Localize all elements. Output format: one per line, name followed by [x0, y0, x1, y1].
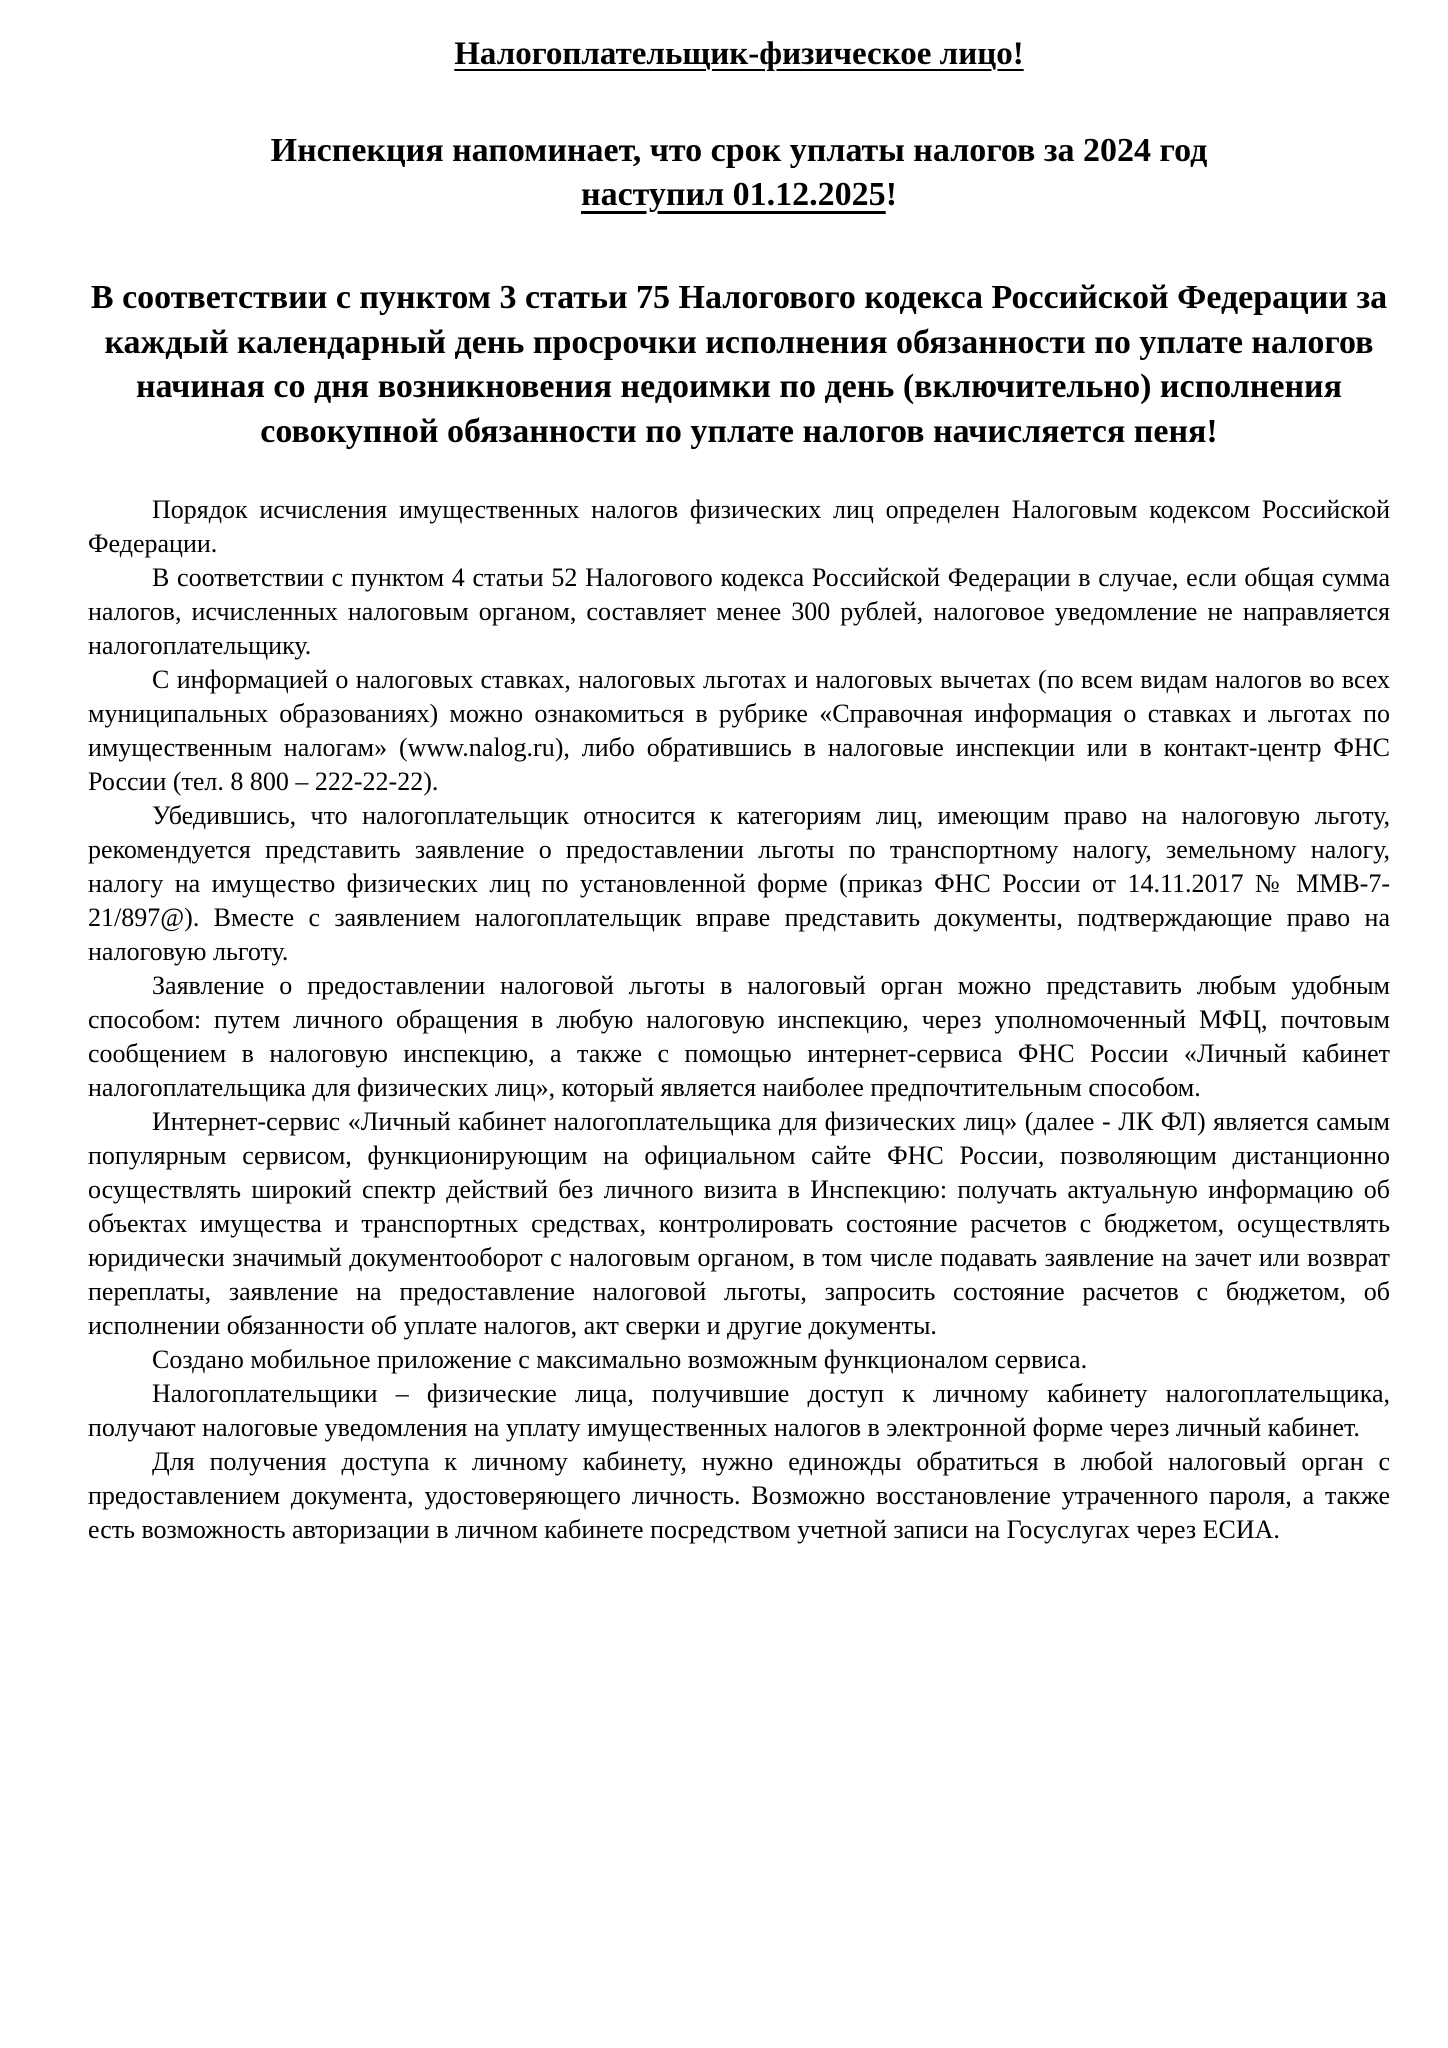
paragraph: Интернет-сервис «Личный кабинет налогоплательщика для физических лиц» (далее - ЛК ФЛ) является самым популярным сервисом, функционирующим на официальном сайте ФНС России, позволяющим дистанционно осуществлять широкий спектр действий без личного визита в Инспекцию: получать актуальную информацию об объектах имущества и транспортных средствах, контролировать состояние расчетов с бюджетом, осуществлять юридически значимый документооборот с налоговым органом, в том числе подавать заявление на зачет или возврат переплаты, заявление на предоставление налоговой льготы, запросить состояние расчетов с бюджетом, об исполнении обязанности об уплате налогов, акт сверки и другие документы. — [88, 1107, 1390, 1341]
page-title-text: Налогоплательщик-физическое лицо! — [454, 36, 1024, 72]
paragraph: Убедившись, что налогоплательщик относится к категориям лиц, имеющим право на налоговую льготу, рекомендуется представить заявление о предоставлении льготы по транспортному налогу, земельному налогу, налогу на имущество физических лиц по установленной форме (приказ ФНС России от 14.11.2017 № ММВ-7-21/897@). Вместе с заявлением налогоплательщик вправе представить документы, подтверждающие право на налоговую льготу. — [88, 801, 1390, 967]
paragraph: Создано мобильное приложение с максимально возможным функционалом сервиса. — [152, 1345, 1088, 1375]
paragraph: Налогоплательщики – физические лица, получившие доступ к личному кабинету налогоплательщика, получают налоговые уведомления на уплату имущественных налогов в электронной форме через личный кабинет. — [88, 1379, 1390, 1443]
paragraph: Для получения доступа к личному кабинету, нужно единожды обратиться в любой налоговый орган с предоставлением документа, удостоверяющего личность. Возможно восстановление утраченного пароля, а также есть возможность авторизации в личном кабинете посредством учетной записи на Госуслугах через ЕСИА. — [88, 1447, 1390, 1545]
paragraph: С информацией о налоговых ставках, налоговых льготах и налоговых вычетах (по всем видам налогов во всех муниципальных образованиях) можно ознакомиться в рубрике «Справочная информация о ставках и льготах по имущественным налогам» (www.nalog.ru), либо обратившись в налоговые инспекции или в контакт-центр ФНС России (тел. 8 800 – 222-22-22). — [88, 665, 1390, 797]
paragraph: В соответствии с пунктом 4 статьи 52 Налогового кодекса Российской Федерации в случае, если общая сумма налогов, исчисленных налоговым органом, составляет менее 300 рублей, налоговое уведомление не направляется налогоплательщику. — [88, 563, 1390, 661]
penalty-warning: В соответствии с пунктом 3 статьи 75 Налогового кодекса Российской Федерации за каждый календарный день просрочки исполнения обязанности по уплате налогов начиная со дня возникновения недоимки по день (включительно) исполнения совокупной обязанности по уплате налогов начисляется пеня! — [90, 278, 1388, 451]
reminder-line1: Инспекция напоминает, что срок уплаты налогов за 2024 год — [270, 132, 1208, 170]
reminder-heading — [88, 129, 1390, 217]
page-title — [88, 34, 1390, 75]
reminder-exclamation: ! — [885, 176, 898, 214]
reminder-deadline: наступил 01.12.2025 — [580, 176, 886, 214]
paragraph: Заявление о предоставлении налоговой льготы в налоговый орган можно представить любым удобным способом: путем личного обращения в любую налоговую инспекцию, через уполномоченный МФЦ, почтовым сообщением в налоговую инспекцию, а также с помощью интернет-сервиса ФНС России «Личный кабинет налогоплательщика для физических лиц», который является наиболее предпочтительным способом. — [88, 971, 1390, 1103]
paragraph: Порядок исчисления имущественных налогов физических лиц определен Налоговым кодексом Российской Федерации. — [88, 495, 1390, 559]
document-body — [88, 493, 1390, 1547]
